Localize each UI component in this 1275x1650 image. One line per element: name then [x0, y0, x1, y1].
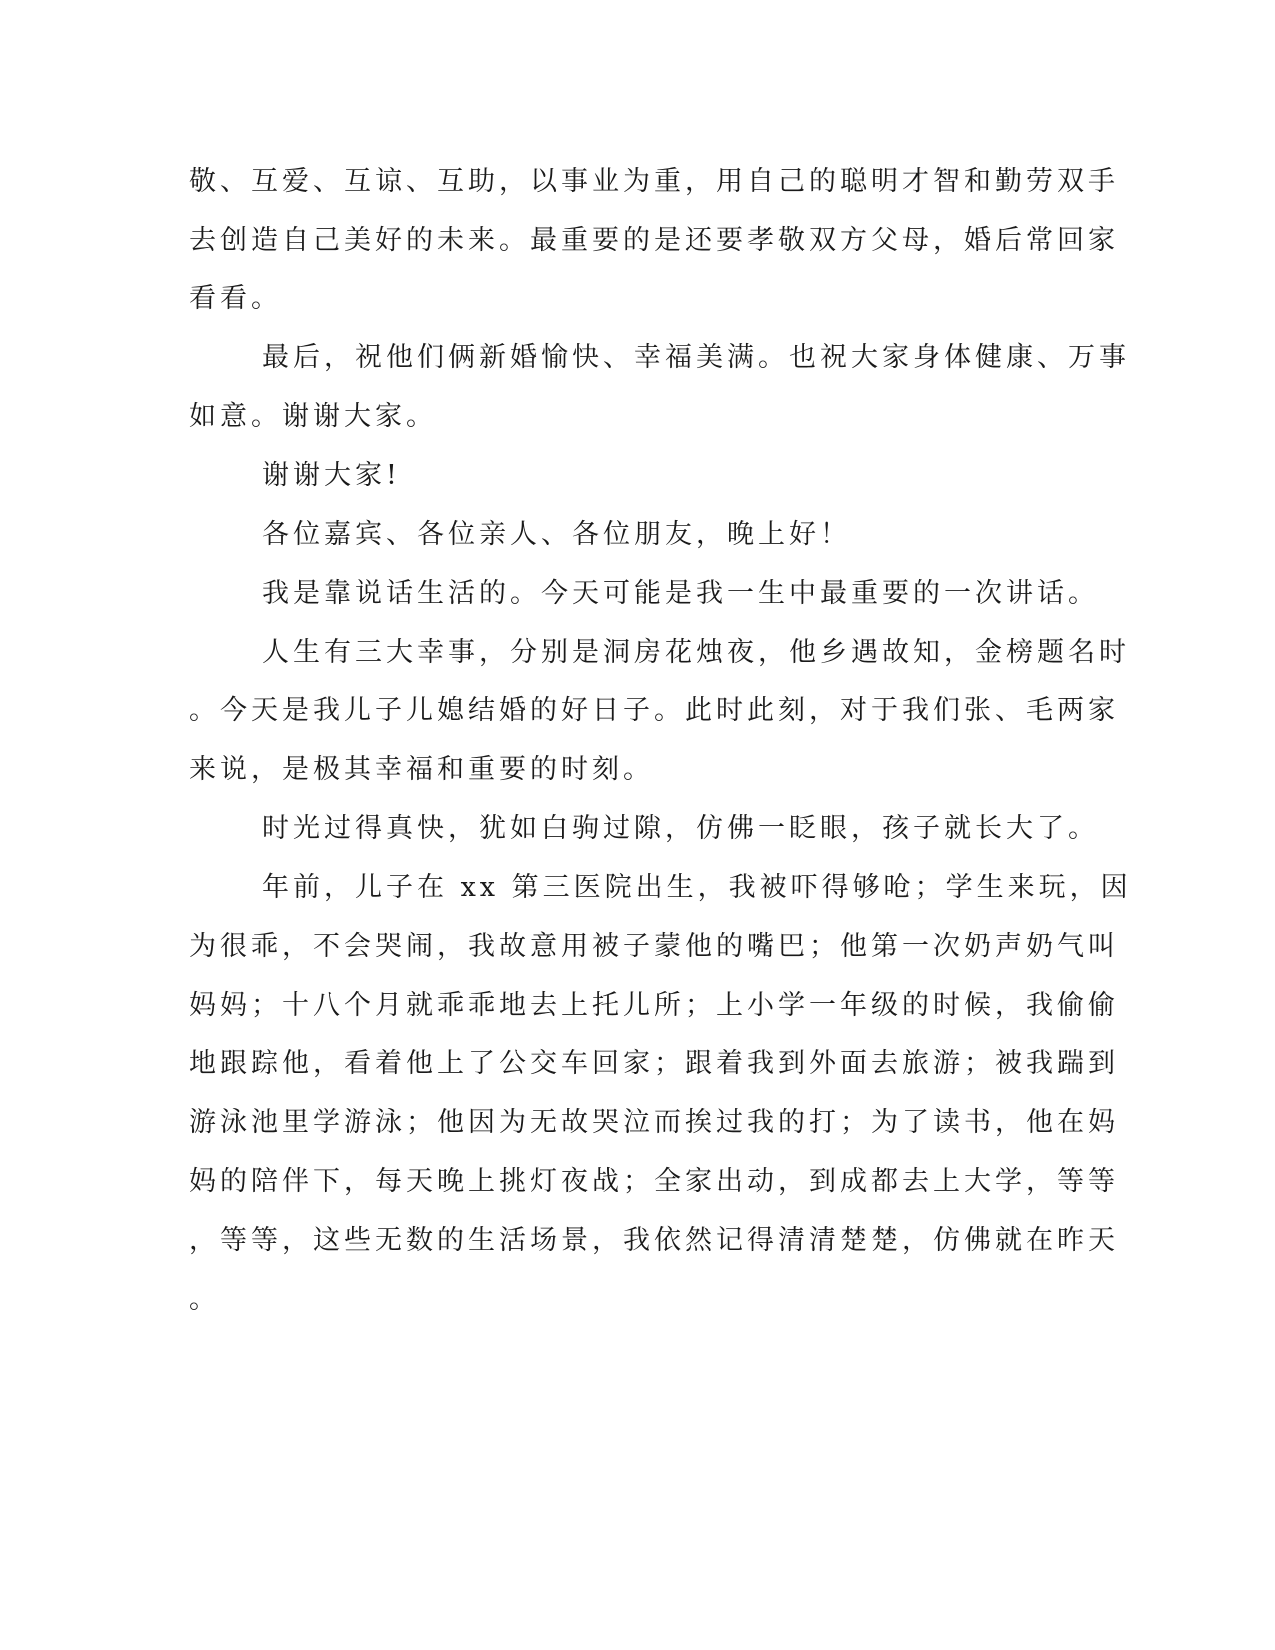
- text-line: 妈妈；十八个月就乖乖地去上托儿所；上小学一年级的时候，我偷偷: [189, 990, 1119, 1021]
- text-line: ，等等，这些无数的生活场景，我依然记得清清楚楚，仿佛就在昨天: [189, 1225, 1119, 1256]
- text-line: 为很乖，不会哭闹，我故意用被子蒙他的嘴巴；他第一次奶声奶气叫: [189, 931, 1119, 962]
- text-line: 看看。: [189, 283, 282, 314]
- text-line: 去创造自己美好的未来。最重要的是还要孝敬双方父母，婚后常回家: [189, 225, 1119, 256]
- text-line: 地跟踪他，看着他上了公交车回家；跟着我到外面去旅游；被我踹到: [189, 1048, 1119, 1079]
- paragraph-start: 我是靠说话生活的。今天可能是我一生中最重要的一次讲话。: [262, 578, 1099, 609]
- text-line: 。: [189, 1284, 220, 1315]
- paragraph-start: 年前，儿子在 xx 第三医院出生，我被吓得够呛；学生来玩，因: [262, 872, 1132, 903]
- paragraph-start: 时光过得真快，犹如白驹过隙，仿佛一眨眼，孩子就长大了。: [262, 813, 1099, 844]
- text-line: 来说，是极其幸福和重要的时刻。: [189, 754, 654, 785]
- text-line: 如意。谢谢大家。: [189, 401, 437, 432]
- text-line: 游泳池里学游泳；他因为无故哭泣而挨过我的打；为了读书，他在妈: [189, 1107, 1119, 1138]
- text-line: 。今天是我儿子儿媳结婚的好日子。此时此刻，对于我们张、毛两家: [189, 695, 1119, 726]
- text-line: 敬、互爱、互谅、互助，以事业为重，用自己的聪明才智和勤劳双手: [189, 166, 1119, 197]
- text-line: 妈的陪伴下，每天晚上挑灯夜战；全家出动，到成都去上大学，等等: [189, 1166, 1119, 1197]
- paragraph-start: 最后，祝他们俩新婚愉快、幸福美满。也祝大家身体健康、万事: [262, 342, 1130, 373]
- paragraph-start: 人生有三大幸事，分别是洞房花烛夜，他乡遇故知，金榜题名时: [262, 637, 1130, 668]
- paragraph-start: 谢谢大家!: [262, 460, 401, 491]
- paragraph-start: 各位嘉宾、各位亲人、各位朋友，晚上好！: [262, 519, 851, 550]
